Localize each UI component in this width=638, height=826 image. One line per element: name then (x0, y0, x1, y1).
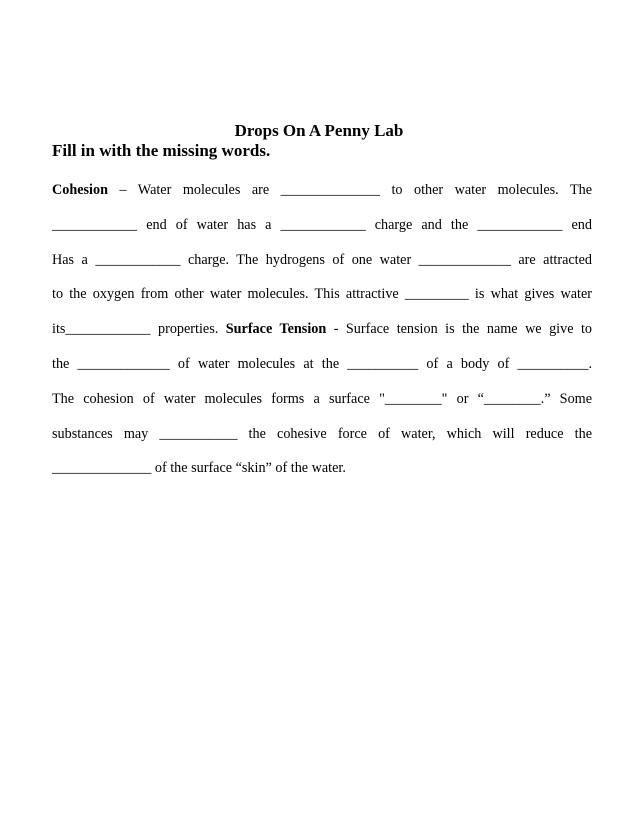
text-line (52, 355, 592, 390)
text-segment: ______________ of the surface “skin” of the water. (52, 460, 346, 477)
text-segment: substances may ___________ the cohesive force of water, which will reduce the (52, 425, 592, 442)
text-segment: Has a ____________ charge. The hydrogens of one water _____________ are attracted (52, 251, 592, 268)
text-line (52, 425, 592, 460)
text-segment: its____________ properties. (52, 321, 226, 338)
text-segment: to the oxygen from other water molecules. This attractive _________ is what gives water (52, 286, 592, 303)
text-segment: - Surface tension is the name we give to (326, 321, 593, 338)
worksheet-instructions: Fill in with the missing words. (52, 141, 271, 160)
worksheet-body (52, 181, 592, 494)
text-line (52, 459, 592, 494)
text-segment: The cohesion of water molecules forms a surface "________" or “________.” Some (52, 390, 592, 407)
text-segment: – Water molecules are ______________ to other water molecules. The (107, 182, 592, 198)
text-line (52, 390, 592, 425)
text-line (52, 320, 592, 355)
text-line (52, 251, 592, 286)
text-segment: ____________ end of water has a ____________ charge and the ____________ end (52, 216, 592, 233)
bold-term: Cohesion (52, 182, 108, 198)
worksheet-title: Drops On A Penny Lab (234, 121, 404, 140)
text-line (52, 181, 592, 216)
text-line (52, 285, 592, 320)
text-segment: the _____________ of water molecules at the __________ of a body of __________. (52, 355, 592, 372)
text-line (52, 216, 592, 251)
bold-term: Surface Tension (225, 321, 327, 338)
